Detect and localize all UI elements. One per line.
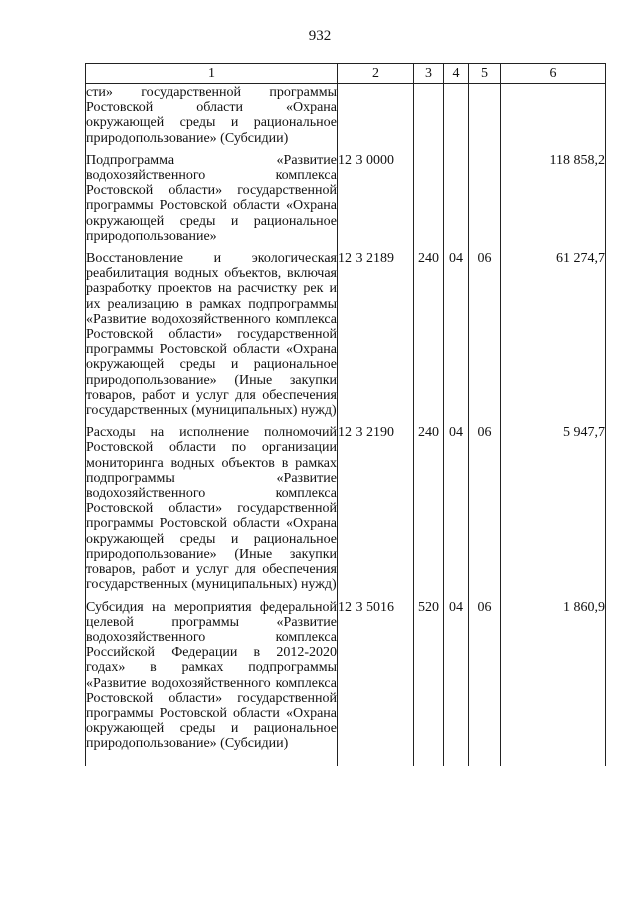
column-header-6: 6 bbox=[501, 64, 606, 84]
row-rz: 04 bbox=[444, 593, 469, 752]
column-header-3: 3 bbox=[414, 64, 444, 84]
row-rz bbox=[444, 84, 469, 146]
row-rz: 04 bbox=[444, 244, 469, 418]
row-code: 12 3 5016 bbox=[338, 593, 414, 752]
table-row bbox=[86, 84, 606, 146]
column-header-5: 5 bbox=[469, 64, 501, 84]
row-pr bbox=[469, 84, 501, 146]
row-rz bbox=[444, 146, 469, 244]
row-pr: 06 bbox=[469, 593, 501, 752]
column-header-1: 1 bbox=[86, 64, 338, 84]
budget-table bbox=[85, 63, 606, 766]
column-header-2: 2 bbox=[338, 64, 414, 84]
row-pr bbox=[469, 146, 501, 244]
row-rz: 04 bbox=[444, 418, 469, 592]
row-amount bbox=[501, 84, 606, 146]
row-code: 12 3 0000 bbox=[338, 146, 414, 244]
table-header-row bbox=[86, 64, 606, 84]
row-description: Расходы на исполнение полномочий Ростовской области по организации мониторинга водных объектов в рамках подпрограммы «Развитие водохозяйственного комплекса Ростовской области» государственной программы Ростовской области «Охрана окружающей среды и рациональное природопользование» (Иные закупки товаров, работ и услуг для обеспечения государственных (муниципальных) нужд) bbox=[86, 418, 338, 592]
page-number: 932 bbox=[308, 28, 332, 44]
row-amount: 1 860,9 bbox=[501, 593, 606, 752]
row-code: 12 3 2189 bbox=[338, 244, 414, 418]
row-vr: 240 bbox=[414, 244, 444, 418]
row-description: Восстановление и экологическая реабилитация водных объектов, включая разработку проектов на расчистку рек и их реализацию в рамках подпрограммы «Развитие водохозяйственного комплекса Ростовской области» государственной программы Ростовской области «Охрана окружающей среды и рациональное природопользование» (Иные закупки товаров, работ и услуг для обеспечения государственных (муниципальных) нужд) bbox=[86, 244, 338, 418]
row-vr: 240 bbox=[414, 418, 444, 592]
table-row bbox=[86, 418, 606, 592]
row-amount: 118 858,2 bbox=[501, 146, 606, 244]
row-code bbox=[338, 84, 414, 146]
row-vr: 520 bbox=[414, 593, 444, 752]
table-row bbox=[86, 244, 606, 418]
row-vr bbox=[414, 146, 444, 244]
row-code: 12 3 2190 bbox=[338, 418, 414, 592]
column-header-4: 4 bbox=[444, 64, 469, 84]
table-row bbox=[86, 593, 606, 752]
row-pr: 06 bbox=[469, 244, 501, 418]
row-amount: 61 274,7 bbox=[501, 244, 606, 418]
row-pr: 06 bbox=[469, 418, 501, 592]
row-description: Субсидия на мероприятия федеральной целевой программы «Развитие водохозяйственного комплекса Российской Федерации в 2012-2020 годах» в рамках подпрограммы «Развитие водохозяйственного комплекса Ростовской области» государственной программы Ростовской области «Охрана окружающей среды и рациональное природопользование» (Субсидии) bbox=[86, 593, 338, 752]
table-row bbox=[86, 146, 606, 244]
table-bottom-spacer bbox=[86, 752, 606, 766]
row-description: Подпрограмма «Развитие водохозяйственного комплекса Ростовской области» государственной программы Ростовской области «Охрана окружающей среды и рациональное природопользование» bbox=[86, 146, 338, 244]
row-amount: 5 947,7 bbox=[501, 418, 606, 592]
row-description: сти» государственной программы Ростовской области «Охрана окружающей среды и рациональное природопользование» (Субсидии) bbox=[86, 85, 337, 146]
row-vr bbox=[414, 84, 444, 146]
